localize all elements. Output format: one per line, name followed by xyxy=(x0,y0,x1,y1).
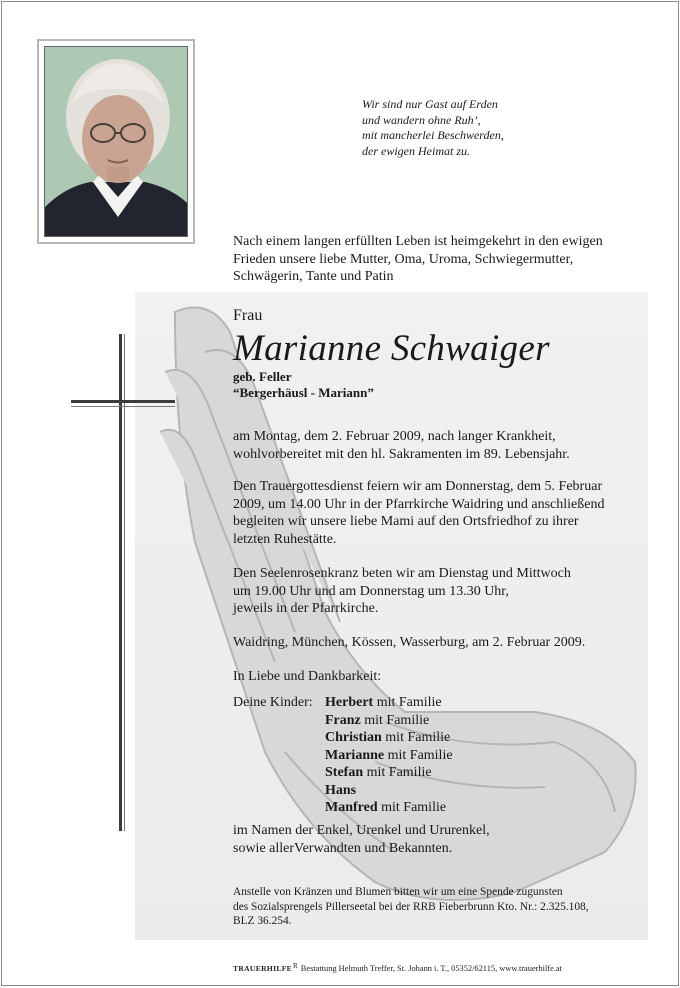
death-notice-line: am Montag, dem 2. Februar 2009, nach langer Krankheit, xyxy=(233,429,556,444)
list-item xyxy=(233,747,453,765)
child-name: Christian xyxy=(325,730,382,745)
donation-notice xyxy=(233,885,653,929)
children-label: Deine Kinder: xyxy=(233,695,313,710)
child-suffix: mit Familie xyxy=(373,695,442,710)
salutation: Frau xyxy=(233,307,263,324)
rosary-line: jeweils in der Pfarrkirche. xyxy=(233,601,379,616)
cross-icon-beam xyxy=(71,400,175,403)
child-suffix: mit Familie xyxy=(384,747,453,763)
list-item xyxy=(233,764,453,782)
funeral-line: Den Trauergottesdienst feiern wir am Donnerstag, dem 5. Februar xyxy=(233,479,603,494)
list-item xyxy=(233,712,453,730)
closing-text: In Liebe und Dankbarkeit: xyxy=(233,669,382,684)
intro-line: Schwägerin, Tante und Patin xyxy=(233,269,394,284)
intro-text xyxy=(233,233,653,286)
child-suffix: mit Familie xyxy=(363,765,432,780)
poem-line: der ewigen Heimat zu. xyxy=(362,143,470,158)
funeral-line: letzten Ruhestätte. xyxy=(233,531,337,547)
footer-brand: TRAUERHILFE xyxy=(233,964,292,973)
rosary-line: um 19.00 Uhr und am Donnerstag um 13.30 Uhr, xyxy=(233,583,509,599)
portrait-frame xyxy=(37,39,195,244)
funeral-notice xyxy=(233,478,653,548)
funeral-line: begleiten wir unsere liebe Mami auf den Ortsfriedhof zu ihrer xyxy=(233,514,579,529)
nickname: “Bergerhäusl - Mariann” xyxy=(233,385,374,400)
deceased-block xyxy=(233,306,653,401)
poem-line: Wir sind nur Gast auf Erden xyxy=(362,97,498,111)
donation-line: BLZ 36.254. xyxy=(233,915,292,927)
intro-line: Frieden unsere liebe Mutter, Oma, Uroma, Schwiegermutter, xyxy=(233,251,574,267)
child-name: Hans xyxy=(325,782,357,798)
cross-icon-beam-shadow xyxy=(71,406,175,407)
children-list xyxy=(233,694,453,817)
poem-line: und wandern ohne Ruh’, xyxy=(362,112,481,127)
child-name: Marianne xyxy=(325,747,385,763)
child-name: Franz xyxy=(325,712,361,728)
portrait-illustration xyxy=(45,47,188,237)
death-notice xyxy=(233,428,653,463)
list-item xyxy=(233,799,453,817)
footer-text: Bestattung Helmuth Treffer, St. Johann i. T., 05352/62115, www.trauerhilfe.at xyxy=(300,964,562,973)
list-item xyxy=(233,729,453,747)
places-date xyxy=(233,634,653,652)
deceased-name: Marianne Schwaiger xyxy=(233,328,550,369)
portrait-photo xyxy=(44,46,188,237)
child-suffix: mit Familie xyxy=(377,800,447,815)
birth-name: geb. Feller xyxy=(233,369,292,384)
places-date-text: Waidring, München, Kössen, Wasserburg, am 2. Februar 2009. xyxy=(233,635,586,650)
poem-line: mit mancherlei Beschwerden, xyxy=(362,128,504,142)
intro-line: Nach einem langen erfüllten Leben ist heimgekehrt in den ewigen xyxy=(233,234,603,249)
trauerhilfe-logo-icon: R xyxy=(293,962,298,970)
relatives-line: sowie allerVerwandten und Bekannten. xyxy=(233,840,453,856)
list-item xyxy=(233,782,453,800)
relatives-line: im Namen der Enkel, Urenkel und Ururenkel, xyxy=(233,823,490,838)
donation-line: Anstelle von Kränzen und Blumen bitten wir um eine Spende zugunsten xyxy=(233,886,563,898)
footer xyxy=(233,964,562,973)
cross-icon xyxy=(119,334,122,831)
relatives xyxy=(233,822,653,857)
child-name: Herbert xyxy=(325,695,374,710)
child-suffix: mit Familie xyxy=(360,712,430,728)
poem xyxy=(362,97,622,159)
child-suffix: mit Familie xyxy=(381,730,451,745)
funeral-line: 2009, um 14.00 Uhr in der Pfarrkirche Waidring und anschließend xyxy=(233,496,605,512)
rosary-notice xyxy=(233,565,653,618)
rosary-line: Den Seelenrosenkranz beten wir am Dienstag und Mittwoch xyxy=(233,566,571,581)
child-name: Manfred xyxy=(325,800,378,815)
child-name: Stefan xyxy=(325,765,364,780)
closing xyxy=(233,668,653,686)
donation-line: des Sozialsprengels Pillerseetal bei der RRB Fieberbrunn Kto. Nr.: 2.325.108, xyxy=(233,900,589,913)
cross-icon-shadow xyxy=(124,334,125,831)
list-item xyxy=(233,694,453,712)
death-notice-line: wohlvorbereitet mit den hl. Sakramenten im 89. Lebensjahr. xyxy=(233,446,570,462)
obituary-page xyxy=(1,1,679,986)
